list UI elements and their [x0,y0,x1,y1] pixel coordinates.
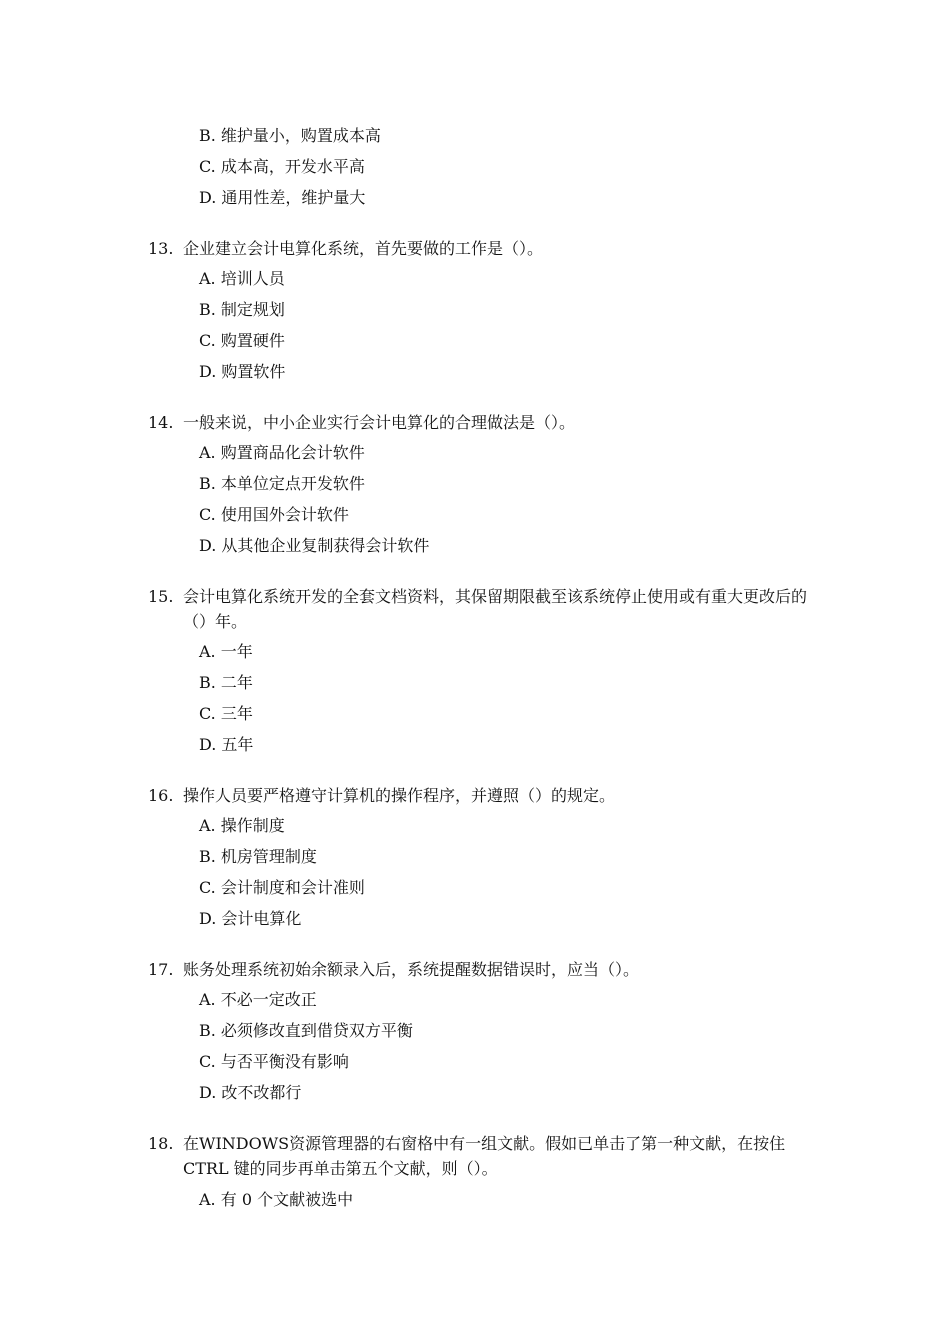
question-stem: 企业建立会计电算化系统，首先要做的工作是（）。 [183,239,544,258]
question-number: 15. [148,587,174,606]
option: A. 培训人员 [199,269,285,288]
continued-option-b: B. 维护量小，购置成本高 [199,126,381,145]
option: B. 机房管理制度 [199,847,317,866]
option: B. 必须修改直到借贷双方平衡 [199,1021,413,1040]
question-stem: 会计电算化系统开发的全套文档资料，其保留期限截至该系统停止使用或有重大更改后的（）年。 [183,587,808,631]
option: D. 五年 [199,735,254,754]
option: A. 购置商品化会计软件 [199,443,365,462]
option: A. 有 0 个文献被选中 [199,1190,354,1209]
option: C. 三年 [199,704,253,723]
option: D. 从其他企业复制获得会计软件 [199,536,430,555]
question-stem: 操作人员要严格遵守计算机的操作程序，并遵照（）的规定。 [183,786,616,805]
question-number: 18. [148,1134,174,1153]
continued-option-d: D. 通用性差，维护量大 [199,188,366,207]
question-number: 13. [148,239,174,258]
question-stem: 一般来说，中小企业实行会计电算化的合理做法是（）。 [183,413,576,432]
option: B. 制定规划 [199,300,285,319]
continued-option-c: C. 成本高，开发水平高 [199,157,365,176]
option: C. 会计制度和会计准则 [199,878,365,897]
option: A. 不必一定改正 [199,990,317,1009]
option: C. 使用国外会计软件 [199,505,349,524]
option: C. 购置硬件 [199,331,285,350]
question-number: 16. [148,786,174,805]
option: A. 一年 [199,642,253,661]
option: D. 购置软件 [199,362,286,381]
question-stem: 在WINDOWS资源管理器的右窗格中有一组文献。假如已单击了第一种文献，在按住CTRL 键的同步再单击第五个文献，则（）。 [183,1134,786,1178]
option: D. 会计电算化 [199,909,302,928]
question-number: 14. [148,413,174,432]
option: B. 二年 [199,673,253,692]
option: C. 与否平衡没有影响 [199,1052,349,1071]
question-number: 17. [148,960,174,979]
option: A. 操作制度 [199,816,285,835]
question-stem: 账务处理系统初始余额录入后，系统提醒数据错误时，应当（）。 [183,960,640,979]
option: B. 本单位定点开发软件 [199,474,365,493]
option: D. 改不改都行 [199,1083,302,1102]
